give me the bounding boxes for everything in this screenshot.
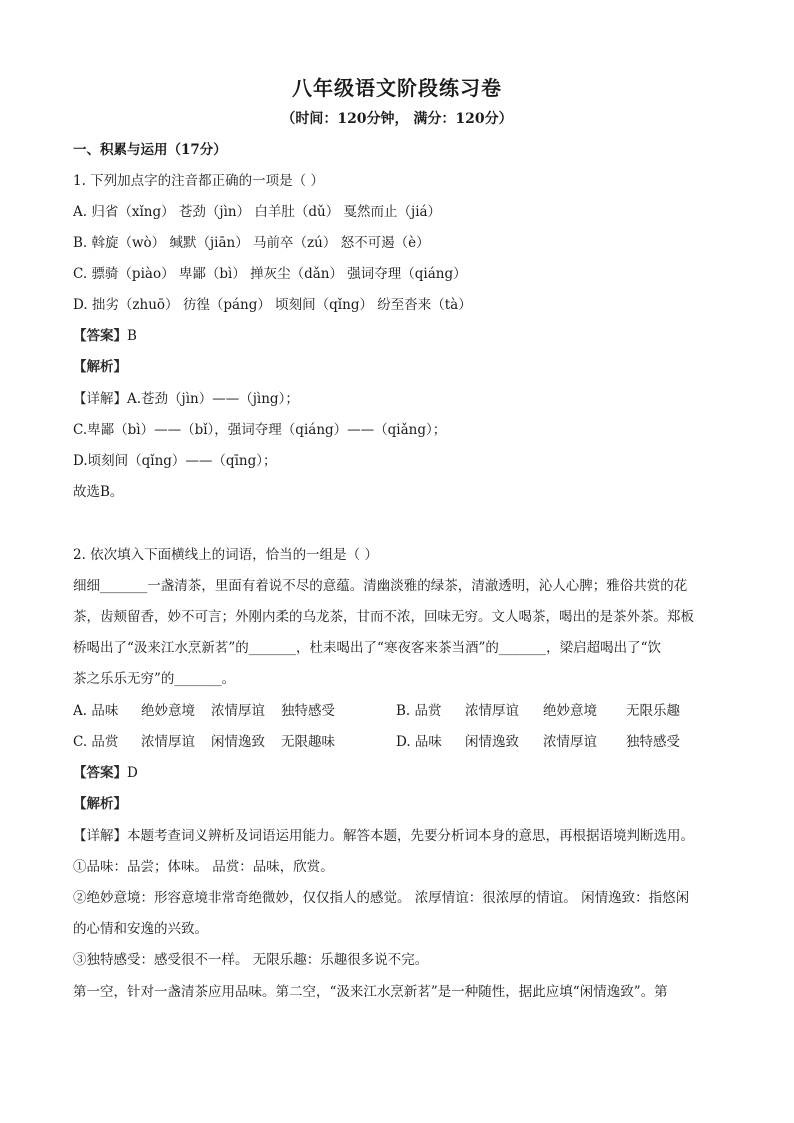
answer-value: D (127, 765, 138, 781)
question-2-answer (73, 763, 138, 783)
question-2-detail-2: ①品味：品尝；体味。 品赏：品味，欣赏。 (73, 859, 334, 875)
question-2-passage-line-4: 茶之乐乐无穷”的_______。 (73, 671, 236, 687)
question-2-passage-line-1: 细细_______一盏清茶，里面有着说不尽的意蕴。清幽淡雅的绿茶，清澈透明，沁人心脾；雅俗共赏的花 (73, 578, 688, 594)
question-1-option-c: C. 骠骑（piào） 卑鄙（bì） 掸灰尘（dǎn） 强词夺理（qiáng） (73, 266, 467, 282)
option-a-word-4: 独特感受 (281, 703, 335, 719)
question-2-passage-line-3: 桥喝出了“汲来江水烹新茗”的_______，杜耒喝出了“寒夜客来茶当酒”的_______，梁启超喝出了“饮 (73, 640, 662, 656)
question-2-detail-4: 的心情和安逸的兴致。 (73, 921, 208, 937)
question-1-option-b: B. 斡旋（wò） 缄默（jiān） 马前卒（zú） 怒不可遏（è） (73, 235, 430, 251)
answer-value: B (127, 328, 137, 344)
question-2-detail-3: ②绝妙意境：形容意境非常奇绝微妙，仅仅指人的感觉。 浓厚情谊：很浓厚的情谊。 闲情逸致：指悠闲 (73, 890, 690, 906)
question-1-conclusion: 故选B。 (73, 484, 124, 500)
option-a-word-2: 绝妙意境 (141, 703, 195, 719)
answer-tag: 【答案】 (73, 328, 127, 344)
option-b-word-3: 绝妙意境 (543, 703, 597, 719)
answer-tag: 【答案】 (73, 765, 127, 781)
question-1-option-d: D. 拙劣（zhuō） 彷徨（páng） 顷刻间（qǐng） 纷至沓来（tà） (73, 297, 472, 313)
question-1-stem: 1. 下列加点字的注音都正确的一项是（ ） (73, 173, 324, 189)
option-a-word-1: A. 品味 (73, 703, 119, 719)
option-d-word-1: D. 品味 (396, 734, 442, 750)
question-2-detail-5: ③独特感受：感受很不一样。 无限乐趣：乐趣很多说不完。 (73, 952, 429, 968)
option-b-word-4: 无限乐趣 (626, 703, 680, 719)
question-2-detail-1: 【详解】本题考查词义辨析及词语运用能力。解答本题，先要分析词本身的意思，再根据语境判断选用。 (73, 828, 694, 844)
option-b-word-2: 浓情厚谊 (465, 703, 519, 719)
question-2-analysis-tag: 【解析】 (73, 796, 127, 812)
option-d-word-3: 浓情厚谊 (543, 734, 597, 750)
question-1-analysis-tag: 【解析】 (73, 359, 127, 375)
option-c-word-3: 闲情逸致 (211, 734, 265, 750)
option-d-word-2: 闲情逸致 (465, 734, 519, 750)
option-c-word-4: 无限趣味 (281, 734, 335, 750)
question-2-stem: 2. 依次填入下面横线上的词语，恰当的一组是（ ） (73, 547, 378, 563)
option-c-word-1: C. 品赏 (73, 734, 119, 750)
option-a-word-3: 浓情厚谊 (211, 703, 265, 719)
question-2-detail-6: 第一空，针对一盏清茶应用品味。第二空，“汲来江水烹新茗”是一种随性，据此应填“闲情逸致”。第 (73, 984, 668, 1000)
page-title: 八年级语文阶段练习卷 (292, 76, 502, 100)
exam-time-and-score: （时间：120分钟， 满分：120分） (281, 111, 513, 127)
option-c-word-2: 浓情厚谊 (141, 734, 195, 750)
question-1-answer (73, 326, 137, 346)
section-heading: 一、积累与运用（17分） (73, 142, 227, 158)
question-1-detail-3: D.顷刻间（qǐng）——（qīng）； (73, 453, 277, 469)
option-b-word-1: B. 品赏 (396, 703, 442, 719)
question-1-option-a: A. 归省（xǐng） 苍劲（jìn） 白羊肚（dǔ） 戛然而止（jiá） (73, 204, 442, 220)
question-1-detail-1: 【详解】A.苍劲（jìn）——（jìng）； (73, 391, 299, 407)
option-d-word-4: 独特感受 (626, 734, 680, 750)
question-1-detail-2: C.卑鄙（bì）——（bǐ），强词夺理（qiáng）——（qiǎng）； (73, 422, 447, 438)
question-2-passage-line-2: 茶，齿颊留香，妙不可言；外刚内柔的乌龙茶，甘而不浓，回味无穷。文人喝茶，喝出的是茶外茶。郑板 (73, 609, 694, 625)
